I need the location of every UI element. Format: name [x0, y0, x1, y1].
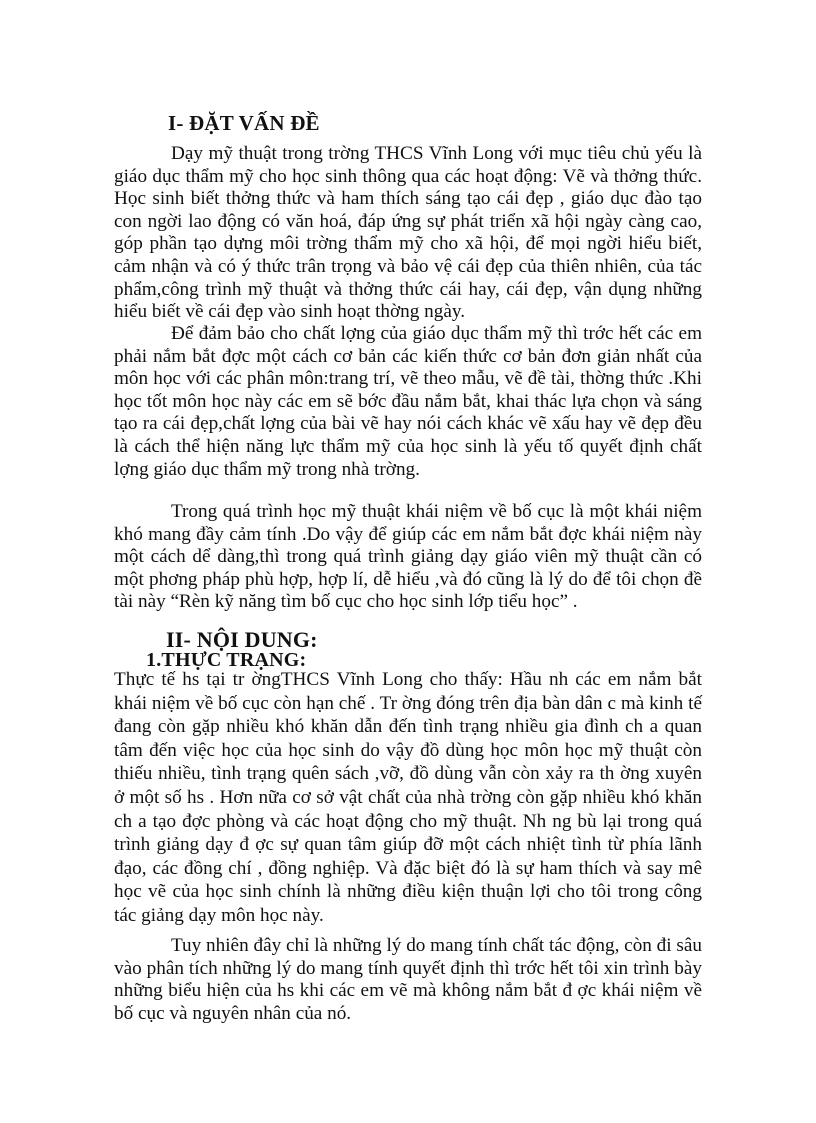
paragraph: Trong quá trình học mỹ thuật khái niệm về bố cục là một khái niệm khó mang đầy cảm tính .Do vậy để giúp các em nắm bắt đợc khái niệm này một cách dể dàng,thì trong quá trình giảng dạy giáo viên mỹ thuật cần có một phơng pháp phù hợp, hợp lí, dễ hiểu ,và đó cũng là lý do để tôi chọn đề tài này “Rèn kỹ năng tìm bố cục cho học sinh lớp tiểu học” .	[114, 501, 702, 613]
paragraph: Tuy nhiên đây chỉ là những lý do mang tính chất tác động, còn đi sâu vào phân tích những lý do mang tính quyết định thì trớc hết tôi xin trình bày những biểu hiện của hs khi các em vẽ mà không nắm bắt đ ợc khái niệm về bố cục và nguyên nhân của nó.	[114, 935, 702, 1024]
paragraph: Thực tế hs tại tr ờngTHCS Vĩnh Long cho thấy: Hầu nh các em nắm bắt khái niệm về bố cục còn hạn chế . Tr ờng đóng trên địa bàn dân c mà kinh tế đang còn gặp nhiều khó khăn dẫn đến tình trạng nhiều gia đình ch a quan tâm đến việc học của học sinh do vậy đồ dùng học môn học mỹ thuật còn thiếu nhiều, tình trạng quên sách ,vỡ, đồ dùng vẫn còn xảy ra th ờng xuyên ở một số hs . Hơn nữa cơ sở vật chất của nhà trờng còn gặp nhiều khó khăn ch a tạo đợc phòng và các hoạt động cho mỹ thuật. Nh ng bù lại trong quá trình giảng dạy đ ợc sự quan tâm giúp đỡ một cách nhiệt tình từ phía lãnh đạo, các đồng chí , đồng nghiệp. Và đặc biệt đó là sự ham thích và say mê học vẽ của học sinh chính là những điều kiện thuận lợi cho tôi trong công tác giảng dạy môn học này.	[114, 669, 702, 926]
paragraph: Dạy mỹ thuật trong trờng THCS Vĩnh Long với mục tiêu chủ yếu là giáo dục thẩm mỹ cho học sinh thông qua các hoạt động: Vẽ và thởng thức. Học sinh biết thởng thức và ham thích sáng tạo cái đẹp , giáo dục đào tạo con ngời lao động có văn hoá, đáp ứng sự phát triển xã hội ngày càng cao, góp phần tạo dựng môi trờng thẩm mỹ cho xã hội, để mọi ngời hiểu biết, cảm nhận và có ý thức trân trọng và bảo vệ cái đẹp của thiên nhiên, của tác phẩm,công trình mỹ thuật và thởng thức cái hay, cái đẹp, vận dụng những hiểu biết về cái đẹp vào sinh hoạt thờng ngày.	[114, 143, 702, 323]
paragraph: Để đảm bảo cho chất lợng của giáo dục thẩm mỹ thì trớc hết các em phải nắm bắt đợc một cách cơ bản các kiến thức cơ bản đơn giản nhất của môn học với các phân môn:trang trí, vẽ theo mẫu, vẽ đề tài, thờng thức .Khi học tốt môn học này các em sẽ bớc đầu nắm bắt, khai thác lựa chọn và sáng tạo ra cái đẹp,chất lợng của bài vẽ hay nói cách khác vẽ xấu hay vẽ đẹp đều là cách thể hiện năng lực thẩm mỹ của học sinh là yếu tố quyết định chất lợng giáo dục thẩm mỹ trong nhà trờng.	[114, 323, 702, 480]
section-2-title: II- NỘI DUNG:	[166, 627, 318, 652]
subsection-1-title: 1.THỰC TRẠNG:	[146, 649, 307, 671]
section-1-title: I- ĐẶT VẤN ĐỀ	[168, 111, 320, 135]
